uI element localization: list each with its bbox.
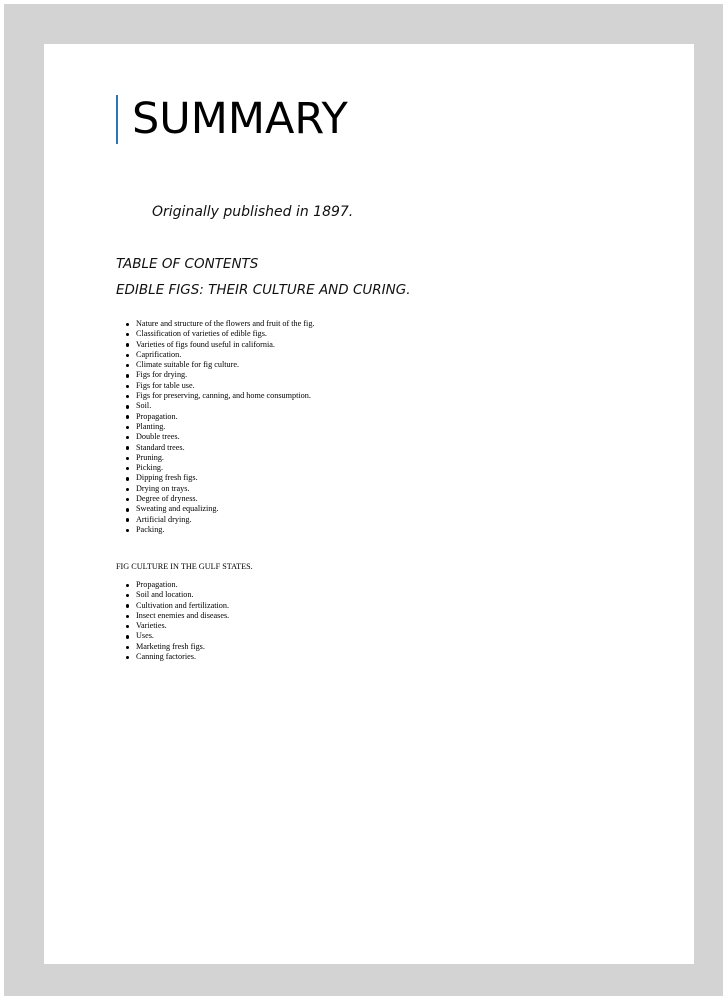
list-item: Propagation. <box>124 412 314 422</box>
list-item: Picking. <box>124 463 314 473</box>
list-item: Degree of dryness. <box>124 494 314 504</box>
list-item: Insect enemies and diseases. <box>124 611 229 621</box>
list-item: Packing. <box>124 525 314 535</box>
publication-note: Originally published in 1897. <box>152 204 354 220</box>
list-item: Planting. <box>124 422 314 432</box>
list-item: Artificial drying. <box>124 515 314 525</box>
list-item: Drying on trays. <box>124 484 314 494</box>
list-item: Sweating and equalizing. <box>124 504 314 514</box>
title-accent-bar <box>116 95 118 144</box>
list-item: Soil. <box>124 401 314 411</box>
list-item: Varieties of figs found useful in california. <box>124 340 314 350</box>
list-item: Classification of varieties of edible figs. <box>124 329 314 339</box>
list-item: Figs for table use. <box>124 381 314 391</box>
list-item: Uses. <box>124 631 229 641</box>
list-item: Figs for drying. <box>124 370 314 380</box>
section-heading-gulf-states: FIG CULTURE IN THE GULF STATES. <box>116 562 253 571</box>
list-item: Dipping fresh figs. <box>124 473 314 483</box>
list-item: Soil and location. <box>124 590 229 600</box>
page-title: SUMMARY <box>132 94 348 144</box>
list-item: Canning factories. <box>124 652 229 662</box>
document-page <box>44 44 694 964</box>
document-viewer-background <box>4 4 723 996</box>
list-item: Double trees. <box>124 432 314 442</box>
list-item: Pruning. <box>124 453 314 463</box>
list-item: Climate suitable for fig culture. <box>124 360 314 370</box>
list-item: Nature and structure of the flowers and fruit of the fig. <box>124 319 314 329</box>
edible-figs-contents-list <box>124 319 314 535</box>
list-item: Propagation. <box>124 580 229 590</box>
list-item: Marketing fresh figs. <box>124 642 229 652</box>
list-item: Figs for preserving, canning, and home consumption. <box>124 391 314 401</box>
toc-heading: TABLE OF CONTENTS <box>116 256 259 272</box>
section-heading-edible-figs: EDIBLE FIGS: THEIR CULTURE AND CURING. <box>116 282 411 298</box>
list-item: Standard trees. <box>124 443 314 453</box>
list-item: Varieties. <box>124 621 229 631</box>
gulf-states-contents-list <box>124 580 229 662</box>
list-item: Cultivation and fertilization. <box>124 601 229 611</box>
list-item: Caprification. <box>124 350 314 360</box>
